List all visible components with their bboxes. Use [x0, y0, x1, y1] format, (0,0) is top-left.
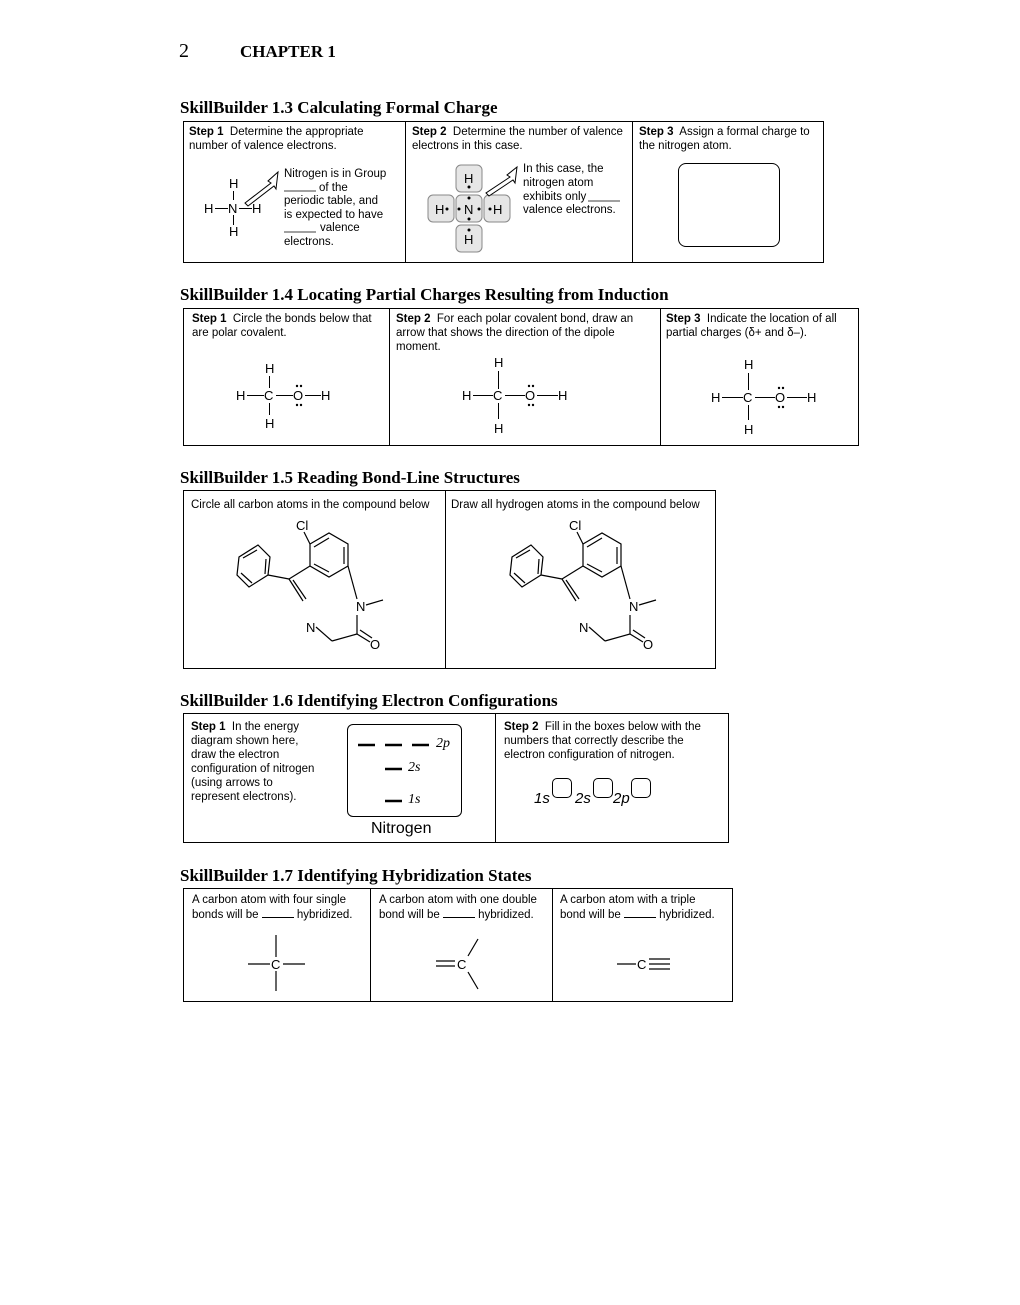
- config-2s: 2s: [575, 790, 591, 807]
- sb13-note-line-e: valence: [320, 222, 360, 234]
- sb16-title: SkillBuilder 1.6 Identifying Electron Configurations: [180, 691, 558, 710]
- sb17-col2-text-b: bond will be: [379, 909, 440, 921]
- atom-c: C: [264, 388, 274, 403]
- atom-c: C: [637, 957, 647, 972]
- atom-n-imine: N: [306, 620, 316, 635]
- sb14-step2-text: For each polar covalent bond, draw an arrow that shows the direction of the dipole moment.: [396, 313, 634, 353]
- atom-o-carbonyl: O: [370, 637, 381, 652]
- lewis-nitrogen-diagram: [406, 122, 633, 262]
- sb14-step2-cell: [389, 309, 660, 445]
- sb14-step3-cell: [660, 309, 858, 445]
- level-label-2p: 2p: [436, 736, 450, 751]
- methanol-structure-2[interactable]: [390, 309, 661, 445]
- sb17-col2-text-c: hybridized.: [478, 909, 534, 921]
- sb14-step3-text: Indicate the location of all partial charges (δ+ and δ–).: [666, 313, 837, 339]
- atom-o-carbonyl: O: [643, 637, 654, 652]
- atom-n-methyl: N: [356, 599, 366, 614]
- sb13-note-line-c: periodic table, and: [284, 195, 378, 207]
- sb17-col1-text-a: A carbon atom with four single: [192, 894, 347, 906]
- formal-charge-answer-box[interactable]: [678, 163, 780, 247]
- sb16-step1-instruction: [191, 720, 321, 804]
- sb15-title: SkillBuilder 1.5 Reading Bond-Line Structures: [180, 468, 520, 487]
- atom-h-left: H: [204, 201, 214, 216]
- atom-o: O: [293, 388, 304, 403]
- sb16-step2-text: Fill in the boxes below with the numbers that correctly describe the electron configuration of nitrogen.: [504, 721, 701, 761]
- atom-h-right: H: [252, 201, 262, 216]
- atom-h-left: H: [236, 388, 246, 403]
- sb15-left-instruction: Circle all carbon atoms in the compound below: [191, 499, 430, 511]
- hollow-arrow-icon: [245, 172, 278, 206]
- sb13-box: [183, 121, 824, 263]
- sb13-title: SkillBuilder 1.3 Calculating Formal Charge: [180, 98, 498, 117]
- atom-h-top: H: [265, 361, 275, 376]
- sb17-col3-text-c: hybridized.: [659, 909, 715, 921]
- sb16-step2-instruction: [504, 720, 719, 762]
- sb17-col2-cell: [370, 889, 552, 1001]
- sb13-step1-cell: [184, 122, 405, 262]
- sb15-right-instruction: Draw all hydrogen atoms in the compound below: [451, 499, 700, 511]
- atom-n-methyl: N: [629, 599, 639, 614]
- atom-h-left: H: [462, 388, 472, 403]
- atom-h-bottom: H: [265, 416, 275, 431]
- sb14-step1-text: Circle the bonds below that are polar covalent.: [192, 313, 372, 339]
- energy-diagram-box: [347, 724, 462, 817]
- sb13-note-line-f: electrons.: [284, 236, 334, 248]
- sb17-col1-text-c: hybridized.: [296, 909, 353, 921]
- sb14-box: [183, 308, 859, 446]
- sp3-carbon-structure: [184, 889, 370, 1001]
- sb14-step1-label: Step 1: [192, 313, 227, 325]
- sb17-box: [183, 888, 733, 1002]
- sb16-step1-label: Step 1: [191, 721, 226, 733]
- atom-h-right: H: [807, 390, 817, 405]
- atom-c: C: [493, 388, 503, 403]
- atom-o: O: [775, 390, 786, 405]
- sb13-step2-note-d: valence electrons.: [523, 204, 616, 216]
- sb17-col3-text-b: bond will be: [560, 909, 621, 921]
- chapter-heading: CHAPTER 1: [240, 42, 336, 61]
- sb13-note-line-a: Nitrogen is in Group: [284, 168, 387, 180]
- sb16-box: [183, 713, 729, 843]
- atom-h-bottom: H: [229, 224, 239, 239]
- atom-n: N: [228, 201, 238, 216]
- sb13-note-line-d: is expected to have: [284, 209, 384, 221]
- sb17-col2-text-a: A carbon atom with one double: [379, 894, 537, 906]
- sb13-step3-label: Step 3: [639, 126, 674, 138]
- config-1s: 1s: [534, 790, 550, 807]
- sb13-step2-cell: [405, 122, 632, 262]
- lewis-n-center: N: [464, 202, 474, 217]
- atom-n-imine: N: [579, 620, 589, 635]
- level-label-1s: 1s: [408, 792, 421, 807]
- sb13-step3-cell: [632, 122, 823, 262]
- atom-h-right: H: [558, 388, 568, 403]
- atom-h-right: H: [321, 388, 331, 403]
- sb13-step2-note-b: nitrogen atom: [523, 177, 594, 189]
- sb13-step1-text: Determine the appropriate number of valence electrons.: [189, 126, 364, 152]
- lewis-h-right: H: [493, 202, 503, 217]
- diazepam-structure-2[interactable]: [446, 491, 716, 668]
- sb14-title: SkillBuilder 1.4 Locating Partial Charges Resulting from Induction: [180, 285, 669, 304]
- sb13-step2-note-a: In this case, the: [523, 163, 604, 175]
- sb14-step2-label: Step 2: [396, 313, 431, 325]
- diagram-caption: Nitrogen: [371, 820, 432, 837]
- sb17-col1-text-b: bonds will be: [192, 909, 259, 921]
- lewis-h-left: H: [435, 202, 445, 217]
- sp2-carbon-structure: [371, 889, 553, 1001]
- sb13-step3-text: Assign a formal charge to the nitrogen atom.: [639, 126, 810, 152]
- atom-h-bottom: H: [494, 421, 504, 436]
- atom-c: C: [743, 390, 753, 405]
- config-box-2p[interactable]: [631, 778, 651, 798]
- sb14-step1-cell: [184, 309, 389, 445]
- config-box-1s[interactable]: [552, 778, 572, 798]
- methanol-structure-1[interactable]: [184, 309, 389, 445]
- level-label-2s: 2s: [408, 760, 421, 775]
- sb17-col3-cell: [552, 889, 732, 1001]
- config-box-2s[interactable]: [593, 778, 613, 798]
- lewis-h-bottom: H: [464, 232, 474, 247]
- atom-h-bottom: H: [744, 422, 754, 437]
- lewis-h-top: H: [464, 171, 474, 186]
- atom-h-top: H: [744, 357, 754, 372]
- sp-carbon-structure: [553, 889, 733, 1001]
- atom-c: C: [271, 957, 281, 972]
- sb13-step2-label: Step 2: [412, 126, 447, 138]
- atom-cl: Cl: [296, 518, 309, 533]
- sb16-step1-text: In the energy diagram shown here, draw the electron configuration of nitrogen (using arrows to represent electrons).: [191, 721, 315, 803]
- sb16-step2-label: Step 2: [504, 721, 539, 733]
- config-2p: 2p: [613, 790, 630, 807]
- diazepam-structure-1[interactable]: [184, 491, 445, 668]
- page-number: 2: [179, 40, 189, 62]
- atom-o: O: [525, 388, 536, 403]
- sb15-box: [183, 490, 716, 669]
- sb15-left-cell: [184, 491, 445, 668]
- sb16-step2-cell: [495, 714, 728, 842]
- sb17-col3-text-a: A carbon atom with a triple: [560, 894, 696, 906]
- sb17-col1-cell: [184, 889, 370, 1001]
- hollow-arrow-icon: [486, 167, 517, 196]
- sb15-right-cell: [445, 491, 715, 668]
- methanol-structure-3[interactable]: [661, 309, 859, 445]
- sb13-step1-label: Step 1: [189, 126, 224, 138]
- sb13-step2-text: Determine the number of valence electrons in this case.: [412, 126, 623, 152]
- ammonia-structure: [184, 122, 405, 262]
- atom-h-top: H: [494, 355, 504, 370]
- sb13-note-line-b: of the: [319, 182, 348, 194]
- atom-cl: Cl: [569, 518, 582, 533]
- atom-c: C: [457, 957, 467, 972]
- sb13-step3-instruction: [639, 125, 819, 153]
- sb13-step2-note-c: exhibits only: [523, 191, 587, 203]
- sb17-title: SkillBuilder 1.7 Identifying Hybridization States: [180, 866, 532, 885]
- atom-h-top: H: [229, 176, 239, 191]
- sb16-step1-cell: [184, 714, 495, 842]
- sb14-step3-label: Step 3: [666, 313, 701, 325]
- atom-h-left: H: [711, 390, 721, 405]
